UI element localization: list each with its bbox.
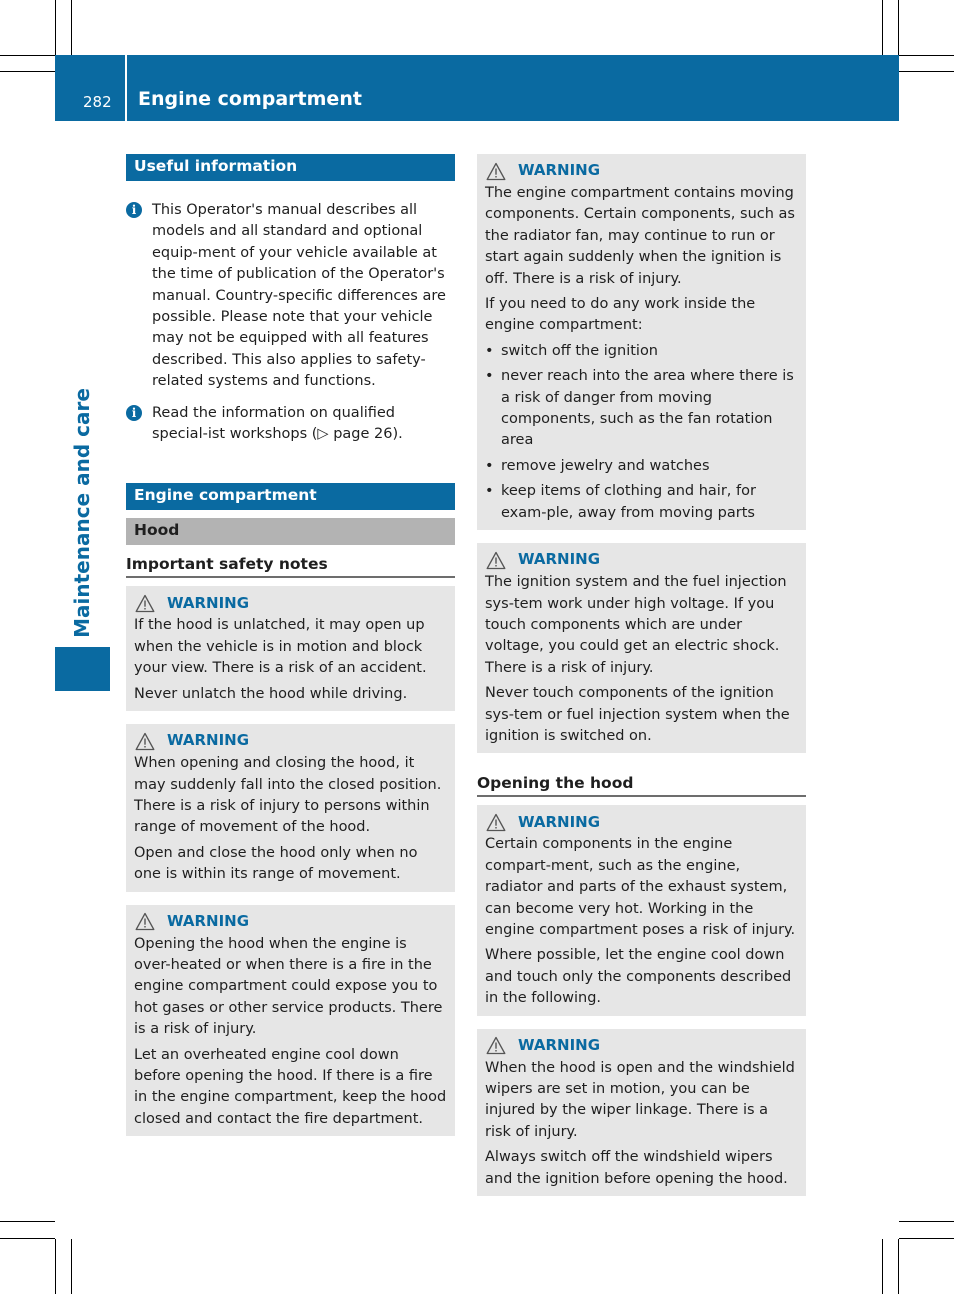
- heading-opening-the-hood: Opening the hood: [477, 774, 806, 797]
- side-tab-label: Maintenance and care: [70, 388, 94, 638]
- info-note: [126, 403, 455, 446]
- crop-mark: [899, 55, 954, 56]
- warning-text: Opening the hood when the engine is over-heated or when there is a fire in the engine compartment could expose you to hot gases or other service products. There is a risk of injury.: [134, 935, 443, 1038]
- warning-triangle-icon: [135, 732, 155, 751]
- warning-label: WARNING: [518, 550, 601, 569]
- warning-triangle-icon: [135, 594, 155, 613]
- side-tab: [55, 121, 110, 641]
- warning-box: [477, 805, 806, 1015]
- crop-mark: [0, 1221, 55, 1222]
- warning-label: WARNING: [167, 593, 250, 612]
- bullet-item: [485, 481, 798, 524]
- crop-mark: [71, 0, 72, 55]
- crop-mark: [882, 0, 883, 55]
- warning-box: [477, 543, 806, 753]
- bullet-dot: •: [485, 342, 494, 359]
- warning-text: Open and close the hood only when no one is within its range of movement.: [134, 844, 418, 883]
- crop-mark: [898, 0, 899, 55]
- page-number: 282: [83, 93, 112, 111]
- crop-mark: [899, 1238, 954, 1239]
- subsection-bar-hood: Hood: [126, 518, 455, 545]
- warning-triangle-icon: [486, 162, 506, 181]
- warning-text: Certain components in the engine compart-ment, such as the engine, radiator and parts of the exhaust system, can become very hot. Working in the engine compartment poses a risk of injury.: [485, 836, 796, 938]
- section-bar-engine-compartment: Engine compartment: [126, 483, 455, 510]
- warning-text: When opening and closing the hood, it may suddenly fall into the closed position. There is a risk of injury to persons within range of movement of the hood.: [134, 755, 442, 836]
- info-circle-icon: i: [126, 405, 142, 421]
- bullet-dot: •: [485, 368, 494, 385]
- warning-label: WARNING: [518, 812, 601, 831]
- info-circle-icon: i: [126, 202, 142, 218]
- right-column: [477, 154, 806, 1196]
- info-note-text: This Operator's manual describes all models and all standard and optional equip-ment of your vehicle available at the time of publication of the Operator's manual. Country-specific differences are possible. Please note that your vehicle may not be equipped with all features described. This also applies to safety-related systems and functions.: [152, 202, 446, 390]
- warning-text: Always switch off the windshield wipers and the ignition before opening the hood.: [485, 1149, 788, 1187]
- bullet-item: [485, 366, 798, 452]
- crop-mark: [882, 1239, 883, 1294]
- warning-label: WARNING: [167, 731, 250, 750]
- bullet-item: [485, 456, 798, 477]
- crop-mark: [899, 1221, 954, 1222]
- crop-mark: [55, 0, 56, 55]
- page-header: [55, 55, 899, 121]
- section-bar-useful-information: Useful information: [126, 154, 455, 181]
- crop-mark: [55, 1239, 56, 1294]
- crop-mark: [71, 1239, 72, 1294]
- warning-text: The engine compartment contains moving components. Certain components, such as the radiator fan, may continue to run or start again suddenly when the ignition is off. There is a risk of injury.: [485, 185, 795, 287]
- side-tab-marker: [55, 647, 110, 691]
- warning-box: [126, 724, 455, 891]
- header-divider: [125, 55, 127, 121]
- bullet-item: [485, 341, 798, 362]
- warning-label: WARNING: [518, 161, 601, 180]
- warning-text: When the hood is open and the windshield wipers are set in motion, you can be injured by the wiper linkage. There is a risk of injury.: [485, 1059, 795, 1140]
- warning-text: If you need to do any work inside the engine compartment:: [485, 296, 756, 334]
- warning-text: The ignition system and the fuel injection sys-tem work under high voltage. If you touch components which are under voltage, you could get an electric shock. There is a risk of injury.: [485, 574, 787, 676]
- crop-mark: [0, 71, 55, 72]
- info-note-text: Read the information on qualified special-ist workshops (▷ page 26).: [152, 404, 403, 443]
- warning-triangle-icon: [486, 813, 506, 832]
- warning-triangle-icon: [135, 912, 155, 931]
- bullet-text: switch off the ignition: [501, 342, 659, 359]
- warning-label: WARNING: [167, 911, 250, 930]
- left-column: [126, 154, 455, 1136]
- warning-triangle-icon: [486, 551, 506, 570]
- warning-text: If the hood is unlatched, it may open up when the vehicle is in motion and block your view. There is a risk of an accident.: [134, 617, 427, 677]
- crop-mark: [898, 1239, 899, 1294]
- info-note: [126, 200, 455, 393]
- crop-mark: [899, 71, 954, 72]
- bullet-text: keep items of clothing and hair, for exam-ple, away from moving parts: [501, 483, 756, 521]
- bullet-dot: •: [485, 483, 494, 500]
- warning-text: Never touch components of the ignition sys-tem or fuel injection system when the ignition is switched on.: [485, 685, 790, 744]
- page-title: Engine compartment: [138, 88, 362, 110]
- warning-text: Where possible, let the engine cool down and touch only the components described in the following.: [485, 947, 792, 1007]
- warning-box: [126, 905, 455, 1137]
- crop-mark: [0, 1238, 55, 1239]
- crop-mark: [0, 55, 55, 56]
- bullet-dot: •: [485, 457, 494, 474]
- warning-text: Let an overheated engine cool down before opening the hood. If there is a fire in the engine compartment, keep the hood closed and contact the fire department.: [134, 1046, 447, 1127]
- warning-box: [126, 586, 455, 711]
- heading-important-safety-notes: Important safety notes: [126, 555, 455, 578]
- warning-box: [477, 154, 806, 530]
- warning-label: WARNING: [518, 1035, 601, 1054]
- warning-box: [477, 1029, 806, 1196]
- warning-triangle-icon: [486, 1036, 506, 1055]
- bullet-text: remove jewelry and watches: [501, 457, 710, 474]
- bullet-text: never reach into the area where there is a risk of danger from moving components, such as the fan rotation area: [501, 368, 794, 449]
- warning-text: Never unlatch the hood while driving.: [134, 685, 408, 702]
